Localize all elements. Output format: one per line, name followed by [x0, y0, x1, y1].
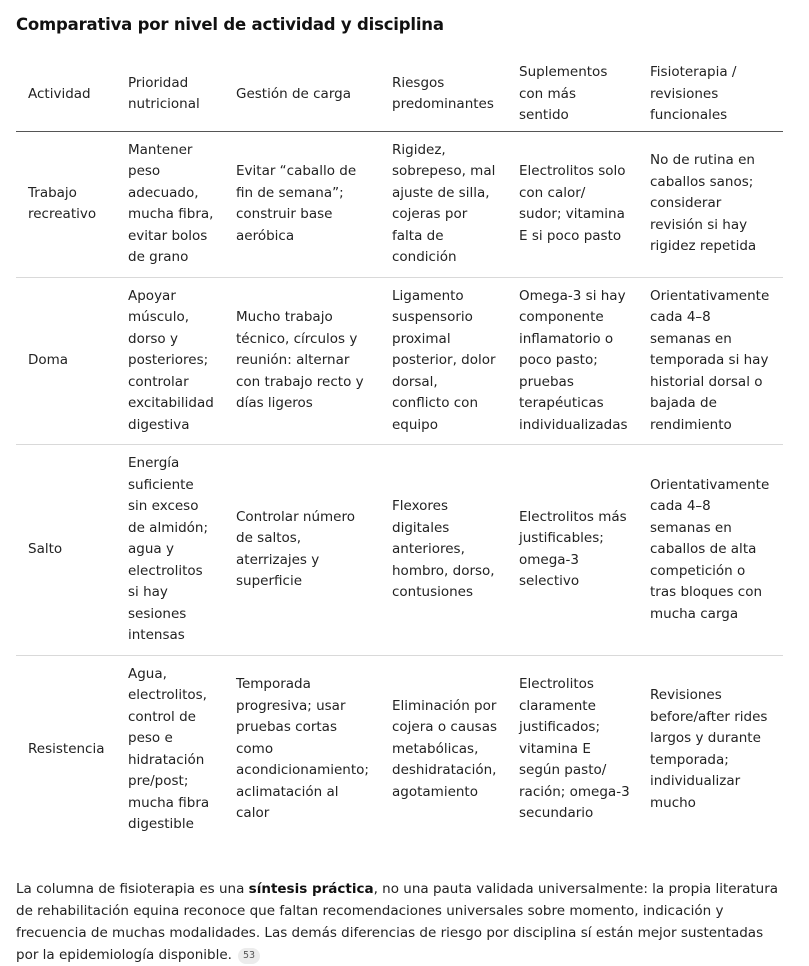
- table-cell: Mucho trabajo técnico, círculos y reunión: alternar con trabajo recto y días ligeros: [224, 277, 380, 445]
- table-row: [16, 655, 783, 844]
- table-row: [16, 277, 783, 445]
- table-cell: Revisiones before/after rides largos y durante temporada; individualizar mucho: [650, 687, 768, 811]
- table-cell: Eliminación por cojera o causas metabólicas, deshidratación, agotamiento: [392, 697, 497, 800]
- column-header-riesgos: Riesgos predominantes: [380, 58, 507, 131]
- note-text-after: , no una pauta validada universalmente: la propia literatura de rehabilitación equina reconoce que faltan recomendaciones universales sobre momento, indicación y frecuencia de muchas modalidades. Las demás diferencias de riesgo por disciplina sí están mejor sustentadas por la epidemiología disponible.: [16, 880, 779, 963]
- note-text-before: La columna de fisioterapia es una: [16, 880, 249, 897]
- table-cell: Electrolitos más justificables; omega-3 selectivo: [507, 445, 638, 656]
- column-header-actividad: Actividad: [16, 58, 116, 131]
- table-cell: Energía suficiente sin exceso de almidón; agua y electrolitos si hay sesiones intensas: [116, 445, 224, 656]
- table-cell: Flexores digitales anteriores, hombro, dorso, contusiones: [380, 445, 507, 656]
- citation-badge[interactable]: 53: [238, 948, 260, 964]
- column-header-suplementos: Suplementos con más sentido: [507, 58, 638, 131]
- table-cell: Omega-3 si hay componente inflamatorio o poco pasto; pruebas terapéuticas individualizadas: [507, 277, 638, 445]
- table-cell: Doma: [16, 277, 116, 445]
- comparison-table: [16, 58, 783, 844]
- table-cell: Ligamento suspensorio proximal posterior, dolor dorsal, conflicto con equipo: [380, 277, 507, 445]
- table-cell: Controlar número de saltos, aterrizajes y superficie: [224, 445, 380, 656]
- table-header-row: [16, 58, 783, 131]
- table-cell: Electrolitos solo con calor/ sudor; vitamina E si poco pasto: [507, 131, 638, 277]
- note-emphasis: síntesis práctica: [248, 880, 374, 897]
- table-cell: No de rutina en caballos sanos; considerar revisión si hay rigidez repetida: [638, 131, 783, 277]
- table-cell: Rigidez, sobrepeso, mal ajuste de silla, cojeras por falta de condición: [380, 131, 507, 277]
- table-cell: Electrolitos claramente justificados; vitamina E según pasto/ ración; omega-3 secundario: [519, 676, 630, 822]
- table-cell: Apoyar músculo, dorso y posteriores; controlar excitabilidad digestiva: [116, 277, 224, 445]
- table-cell: Agua, electrolitos, control de peso e hidratación pre/post; mucha fibra digestible: [128, 665, 210, 832]
- table-cell: Evitar “caballo de fin de semana”; construir base aeróbica: [224, 131, 380, 277]
- column-header-fisioterapia: Fisioterapia / revisiones funcionales: [638, 58, 783, 131]
- column-header-prioridad: Prioridad nutricional: [116, 58, 224, 131]
- table-cell: Resistencia: [28, 740, 105, 757]
- table-cell: Trabajo recreativo: [16, 131, 116, 277]
- table-cell: Mantener peso adecuado, mucha fibra, evitar bolos de grano: [116, 131, 224, 277]
- page-title: Comparativa por nivel de actividad y disciplina: [16, 15, 444, 34]
- table-cell: Salto: [16, 445, 116, 656]
- table-row: [16, 131, 783, 277]
- column-header-gestion: Gestión de carga: [224, 58, 380, 131]
- table-cell: Orientativamente cada 4–8 semanas en caballos de alta competición o tras bloques con mucha carga: [638, 445, 783, 656]
- footnote-paragraph: [16, 878, 786, 966]
- table-row: [16, 445, 783, 656]
- table-cell: Orientativamente cada 4–8 semanas en temporada si hay historial dorsal o bajada de rendimiento: [638, 277, 783, 445]
- table-cell: Temporada progresiva; usar pruebas cortas como acondicionamiento; aclimatación al calor: [236, 676, 369, 822]
